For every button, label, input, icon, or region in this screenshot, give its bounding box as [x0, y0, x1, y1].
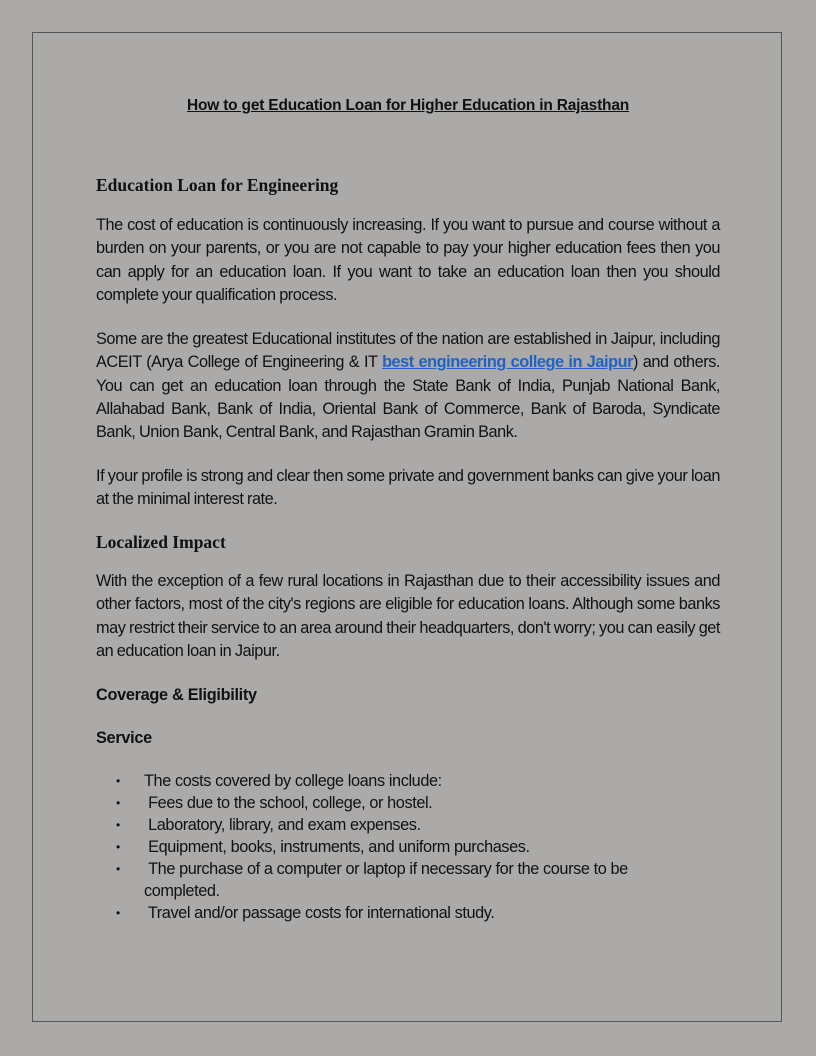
bullet-icon: • [116, 818, 120, 832]
heading-localized-impact: Localized Impact [96, 532, 226, 552]
list-item [96, 814, 696, 836]
list-item [96, 858, 664, 902]
list-item-text: Equipment, books, instruments, and uniform purchases. [144, 838, 530, 856]
heading-service: Service [96, 729, 152, 747]
list-item [96, 902, 696, 924]
paragraph-institutes-after: ) and others. You can get an education loan through the State Bank of India, Punjab National Bank, Allahabad Bank, Bank of India, Oriental Bank of Commerce, Bank of Baroda, Syndicate Bank, Union Bank, Central Bank, and Rajasthan Gramin Bank. [96, 353, 720, 442]
heading-coverage-eligibility: Coverage & Eligibility [96, 686, 257, 704]
bullet-icon: • [116, 906, 120, 920]
list-item-text: Travel and/or passage costs for international study. [144, 904, 495, 922]
paragraph-institutes [96, 328, 720, 444]
list-item [96, 836, 696, 858]
bullet-icon: • [116, 862, 120, 876]
coverage-list [96, 770, 696, 924]
paragraph-institutes-before: Some are the greatest Educational institutes of the nation are established in Jaipur, including ACEIT (Arya College of Engineering & IT [96, 330, 720, 372]
list-item-text: The costs covered by college loans include: [144, 772, 442, 790]
bullet-icon: • [116, 774, 120, 788]
bullet-icon: • [116, 840, 120, 854]
bullet-icon: • [116, 796, 120, 810]
list-item [96, 770, 696, 792]
best-engineering-college-link[interactable]: best engineering college in Jaipur [382, 353, 633, 372]
heading-education-loan-engineering: Education Loan for Engineering [96, 175, 339, 195]
document-title: How to get Education Loan for Higher Education in Rajasthan [186, 97, 630, 114]
paragraph-cost-of-education: The cost of education is continuously increasing. If you want to pursue and course without a burden on your parents, or you are not capable to pay your higher education fees then you can apply for an education loan. If you want to take an education loan then you should complete your qualification process. [96, 216, 720, 304]
list-item-text: Laboratory, library, and exam expenses. [144, 816, 421, 834]
list-item-text: Fees due to the school, college, or hostel. [144, 794, 433, 812]
list-item [96, 792, 696, 814]
paragraph-localized-impact: With the exception of a few rural locations in Rajasthan due to their accessibility issues and other factors, most of the city's regions are eligible for education loans. Although some banks may restrict their service to an area around their headquarters, don't worry; you can easily get an education loan in Jaipur. [96, 572, 720, 660]
paragraph-profile: If your profile is strong and clear then some private and government banks can give your loan at the minimal interest rate. [96, 467, 720, 509]
list-item-text: The purchase of a computer or laptop if necessary for the course to be completed. [144, 860, 632, 900]
